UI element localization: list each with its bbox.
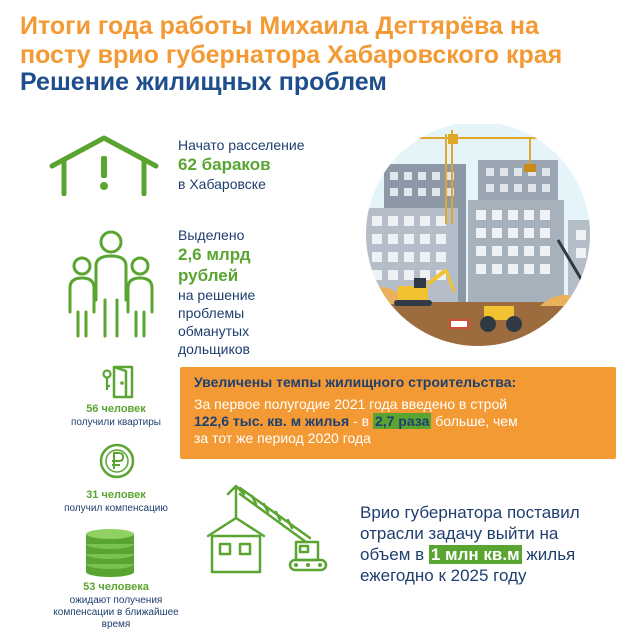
barracks-line-3: в Хабаровске <box>178 176 266 192</box>
stat-compensation-count: 31 человек <box>86 489 146 501</box>
funding-line-4: на решение <box>178 287 256 303</box>
title-line-1: Итоги года работы Михаила Дегтярёва на <box>20 12 539 40</box>
family-icon <box>66 228 156 340</box>
goal-line-1: Врио губернатора поставил <box>360 503 580 522</box>
funding-line-7: дольщиков <box>178 341 250 357</box>
construction-pace-line-1: За первое полугодие 2021 года введено в строй <box>194 396 508 412</box>
stat-waiting-label-line-1: ожидают получения <box>69 595 163 606</box>
stat-compensation-label: получил компенсацию <box>64 503 168 514</box>
housing-volume: 122,6 тыс. кв. м жилья <box>194 413 350 429</box>
barracks-line-1: Начато расселение <box>178 137 305 153</box>
stat-waiting-label-line-2: компенсации в ближайшее <box>53 607 179 618</box>
construction-pace-line-3: за тот же период 2020 года <box>194 430 371 446</box>
governor-goal <box>360 502 630 586</box>
barracks-block <box>178 136 304 193</box>
barracks-count: 62 бараков <box>178 155 271 174</box>
page-subtitle: Решение жилищных проблем <box>20 68 387 96</box>
growth-factor-badge: 2,7 раза <box>374 413 430 429</box>
goal-line-3-end: жилья <box>521 545 576 564</box>
construction-pace-box <box>180 367 616 459</box>
coin-stack-icon <box>82 528 138 578</box>
ruble-coin-icon <box>98 442 136 480</box>
funding-line-5: проблемы <box>178 305 245 321</box>
funding-block <box>178 226 255 358</box>
construction-illustration <box>328 124 628 350</box>
funding-line-6: обманутых <box>178 323 250 339</box>
house-alert-icon <box>48 132 160 196</box>
funding-line-1: Выделено <box>178 227 245 243</box>
funding-amount: 2,6 млрд <box>178 245 251 264</box>
construction-pace-line-2-mid: - в <box>349 413 373 429</box>
stat-apartments-label: получили квартиры <box>71 417 161 428</box>
construction-pace-line-2 <box>194 413 602 430</box>
funding-unit: рублей <box>178 266 239 285</box>
stat-waiting-label <box>40 595 192 631</box>
goal-line-2: отрасли задачу выйти на <box>360 524 559 543</box>
goal-line-4: ежегодно к 2025 году <box>360 566 527 585</box>
title-line-2: посту врио губернатора Хабаровского края <box>20 41 563 69</box>
goal-line-3 <box>360 544 630 565</box>
page-title <box>20 12 630 70</box>
construction-pace-heading: Увеличены темпы жилищного строительства: <box>194 374 517 390</box>
stat-apartments-count: 56 человек <box>86 403 146 415</box>
goal-line-3-start: объем в <box>360 545 429 564</box>
stat-waiting-label-line-3: время <box>101 619 131 630</box>
goal-volume-badge: 1 млн кв.м <box>430 545 520 564</box>
crane-building-icon <box>200 484 340 576</box>
stat-waiting-count: 53 человека <box>83 581 149 593</box>
construction-pace-body <box>194 396 602 447</box>
construction-pace-line-2-end: больше, чем <box>431 413 518 429</box>
door-key-icon <box>100 364 136 400</box>
